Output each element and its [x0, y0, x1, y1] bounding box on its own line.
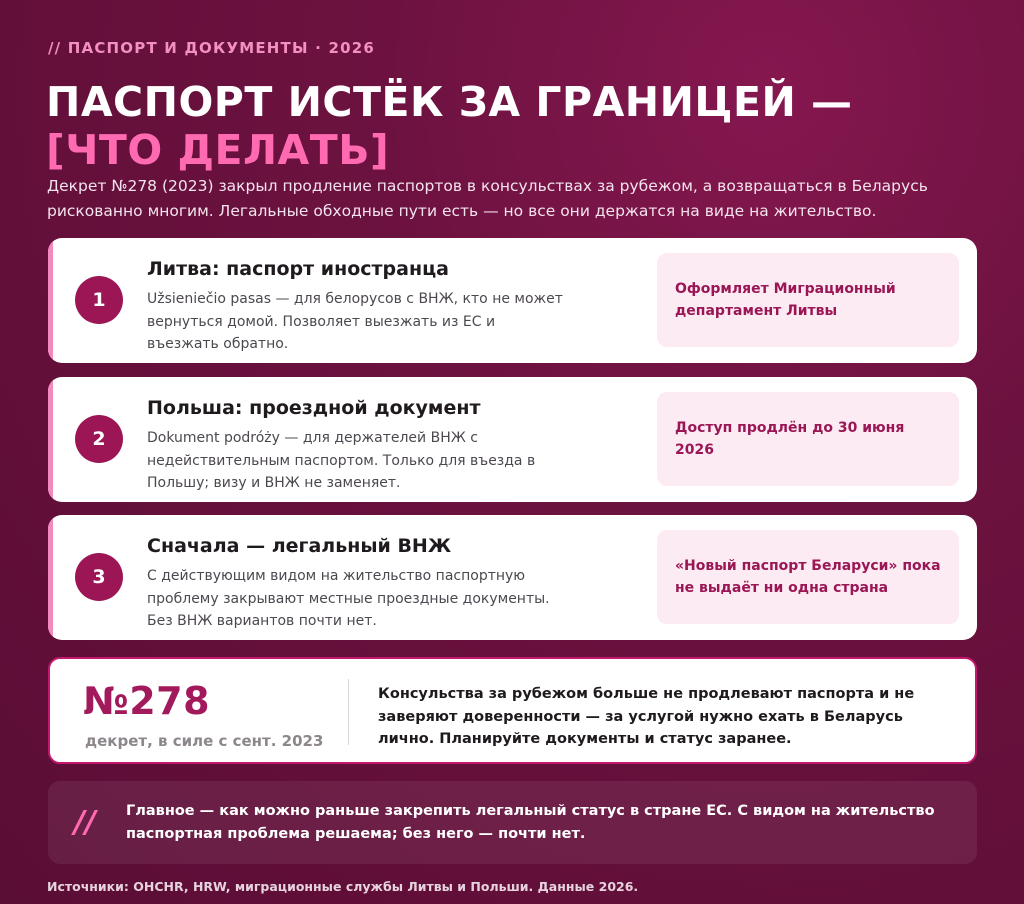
- page-title: [46, 78, 986, 174]
- card-description: Užsieniečio pasas — для белорусов с ВНЖ, кто не может вернуться домой. Позволяет выезжать из ЕС и въезжать обратно.: [147, 291, 563, 352]
- card-note: [657, 253, 959, 347]
- step-number-badge: 3: [75, 553, 123, 601]
- key-takeaway-box: [48, 781, 977, 864]
- decree-divider: [348, 679, 349, 745]
- decree-panel: [48, 657, 977, 764]
- kicker: // ПАСПОРТ И ДОКУМЕНТЫ · 2026: [48, 39, 376, 57]
- card-note: [657, 530, 959, 624]
- card-title: Литва: паспорт иностранца: [147, 258, 450, 280]
- step-number-badge: 2: [75, 415, 123, 463]
- sources-footer: Источники: OHCHR, HRW, миграционные службы Литвы и Польши. Данные 2026.: [47, 879, 639, 894]
- option-card-2: [48, 377, 977, 502]
- step-number-badge: 1: [75, 276, 123, 324]
- quote-mark-icon: //: [74, 805, 96, 840]
- decree-number: №278: [83, 679, 211, 723]
- lead-paragraph: Декрет №278 (2023) закрыл продление паспортов в консульствах за рубежом, а возвращаться в Беларусь рискованно многим. Легальные обходные пути есть — но все они держатся на виде на жительство.: [47, 177, 928, 220]
- card-accent-bar: [48, 515, 53, 640]
- option-card-1: [48, 238, 977, 363]
- title-line-1: ПАСПОРТ ИСТЁК ЗА ГРАНИЦЕЙ —: [46, 78, 853, 126]
- decree-text: Консульства за рубежом больше не продлевают паспорта и не заверяют доверенности — за услугой нужно ехать в Беларусь лично. Планируйте документы и статус заранее.: [378, 686, 915, 747]
- card-note-text: «Новый паспорт Беларуси» пока не выдаёт ни одна страна: [675, 557, 941, 596]
- card-title: Польша: проездной документ: [147, 397, 481, 419]
- card-accent-bar: [48, 377, 53, 502]
- card-note-text: Доступ продлён до 30 июня 2026: [675, 419, 905, 458]
- key-takeaway-text: Главное — как можно раньше закрепить легальный статус в стране ЕС. С видом на жительство паспортная проблема решаема; без него — почти нет.: [126, 803, 935, 842]
- card-description: Dokument podróży — для держателей ВНЖ с недействительным паспортом. Только для въезда в Польшу; визу и ВНЖ не заменяет.: [147, 430, 536, 491]
- decree-subtitle: декрет, в силе с сент. 2023: [85, 732, 324, 750]
- title-line-2: [ЧТО ДЕЛАТЬ]: [46, 126, 390, 174]
- card-note: [657, 392, 959, 486]
- card-note-text: Оформляет Миграционный департамент Литвы: [675, 280, 896, 319]
- option-card-3: [48, 515, 977, 640]
- card-description: С действующим видом на жительство паспортную проблему закрывают местные проездные документы. Без ВНЖ вариантов почти нет.: [147, 568, 550, 629]
- card-title: Сначала — легальный ВНЖ: [147, 535, 452, 557]
- card-accent-bar: [48, 238, 53, 363]
